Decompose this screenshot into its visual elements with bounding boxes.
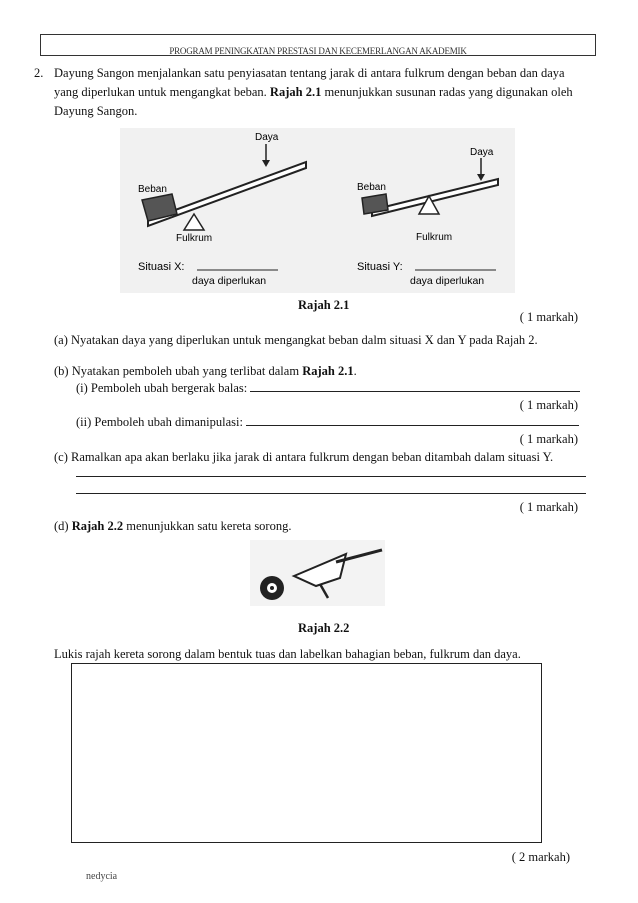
part-b-ii (76, 415, 579, 430)
part-b-text (54, 364, 357, 379)
part-b-text-lead: (b) Nyatakan pemboleh ubah yang terlibat dalam (54, 364, 303, 378)
intro-line-2-text: yang diperlukan untuk mengangkat beban. (54, 85, 270, 99)
part-b-ii-label: (ii) Pemboleh ubah dimanipulasi: (76, 415, 243, 429)
part-d-text-lead: (d) (54, 519, 72, 533)
figure-2-2-wheelbarrow (250, 540, 385, 606)
footer-author: nedycia (86, 871, 118, 882)
beban-label-right: Beban (357, 182, 386, 193)
marks-2-1: ( 1 markah) (519, 310, 578, 324)
part-c-text: (c) Ramalkan apa akan berlaku jika jarak di antara fulkrum dengan beban ditambah dalam situasi Y. (54, 450, 554, 464)
header-box (40, 34, 596, 56)
question-number: 2. (34, 66, 44, 80)
part-b-i-answer-line[interactable] (250, 381, 580, 392)
part-b-i-label: (i) Pemboleh ubah bergerak balas: (76, 381, 248, 395)
figure-2-2-title: Rajah 2.2 (298, 621, 350, 635)
header-program-title: PROGRAM PENINGKATAN PRESTASI DAN KECEMERLANGAN AKADEMIK (169, 46, 467, 56)
daya-label-right: Daya (470, 147, 494, 158)
figure-2-1 (120, 128, 515, 293)
part-b-ii-answer-line[interactable] (246, 415, 579, 426)
part-b-text-tail: . (353, 364, 357, 378)
situasi-x-label: Situasi X: (138, 261, 185, 273)
intro-line-3: Dayung Sangon. (54, 104, 138, 118)
intro-line-2 (54, 85, 573, 100)
daya-label-left: Daya (255, 132, 279, 143)
part-a-text: (a) Nyatakan daya yang diperlukan untuk mengangkat beban dalm situasi X dan Y pada Rajah 2. (54, 333, 538, 347)
part-c-marks: ( 1 markah) (519, 500, 578, 514)
part-d-text-tail: menunjukkan satu kereta sorong. (123, 519, 292, 533)
situasi-y-label: Situasi Y: (357, 261, 403, 273)
intro-line-1: Dayung Sangon menjalankan satu penyiasatan tentang jarak di antara fulkrum dengan beban dan daya (54, 66, 565, 80)
load-block-right (362, 194, 388, 214)
drawing-answer-box[interactable] (71, 663, 542, 843)
figure-2-1-title: Rajah 2.1 (298, 298, 350, 312)
part-d-instruction: Lukis rajah kereta sorong dalam bentuk tuas dan labelkan bahagian beban, fulkrum dan daya. (54, 647, 521, 661)
part-b-i-marks: ( 1 markah) (519, 398, 578, 412)
intro-line-2-bold: Rajah 2.1 (269, 85, 322, 99)
part-b-text-bold: Rajah 2.1 (302, 364, 354, 378)
fulkrum-label-left: Fulkrum (176, 233, 213, 244)
part-d-marks: ( 2 markah) (511, 850, 570, 864)
beban-label-left: Beban (138, 184, 167, 195)
daya-diperlukan-left: daya diperlukan (192, 275, 267, 287)
part-d-text-bold: Rajah 2.2 (71, 519, 124, 533)
fulkrum-label-right: Fulkrum (416, 232, 453, 243)
part-b-i (76, 381, 580, 396)
part-d-text (54, 519, 291, 534)
part-c-answer-line-2[interactable] (76, 483, 586, 494)
part-b-ii-marks: ( 1 markah) (519, 432, 578, 446)
part-c-answer-line-1[interactable] (76, 466, 586, 477)
daya-diperlukan-right: daya diperlukan (410, 275, 485, 287)
intro-line-2-tail: menunjukkan susunan radas yang digunakan oleh (321, 85, 573, 99)
